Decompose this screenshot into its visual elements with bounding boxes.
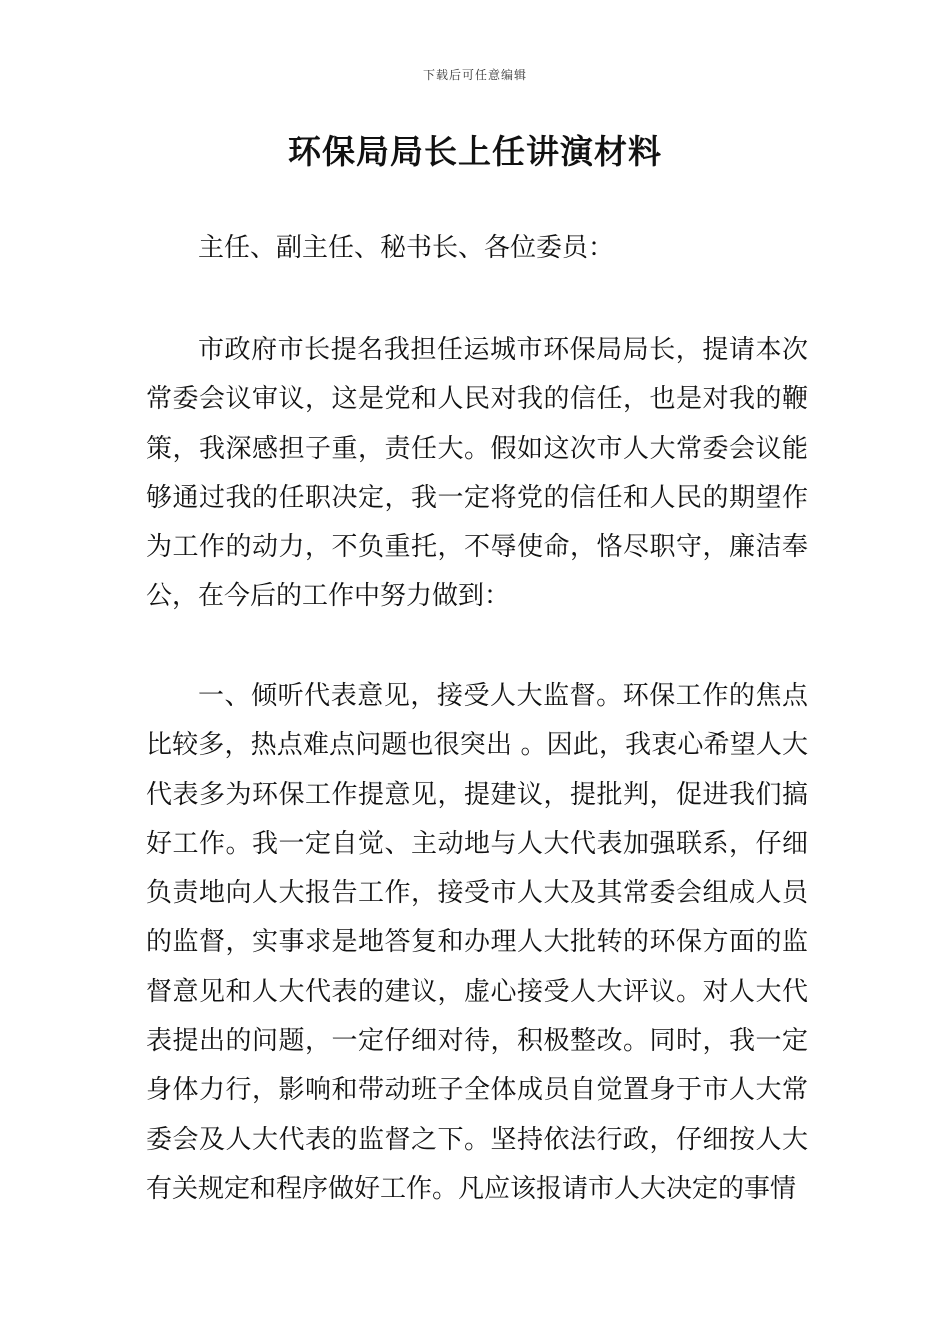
salutation: 主任、副主任、秘书长、各位委员： <box>198 233 615 263</box>
page-title: 环保局局长上任讲演材料 <box>288 132 662 171</box>
paragraph-1: 市政府市长提名我担任运城市环保局局长，提请本次常委会议审议，这是党和人民对我的信任，也是对我的鞭策，我深感担子重，责任大。假如这次市人大常委会议能够通过我的任职决定，我一定将党的信任和人民的期望作为工作的动力，不负重托，不辱使命，恪尽职守，廉洁奉公，在今后的工作中努力做到： <box>146 335 808 612</box>
paragraph-2: 一、倾听代表意见，接受人大监督。环保工作的焦点比较多，热点难点问题也很突出 。因此，我衷心希望人大代表多为环保工作提意见，提建议，提批判，促进我们搞好工作。我一定自觉、主动地与人大代表加强联系，仔细负责地向人大报告工作，接受市人大及其常委会组成人员的监督，实事求是地答复和办理人大批转的环保方面的监督意见和人大代表的建议，虚心接受人大评议。对人大代表提出的问题，一定仔细对待，积极整改。同时，我一定身体力行，影响和带动班子全体成员自觉置身于市人大常委会及人大代表的监督之下。坚持依法行政，仔细按人大有关规定和程序做好工作。凡应该报请市人大决定的事情 <box>146 681 808 1204</box>
header-note: 下载后可任意编辑 <box>422 68 527 82</box>
